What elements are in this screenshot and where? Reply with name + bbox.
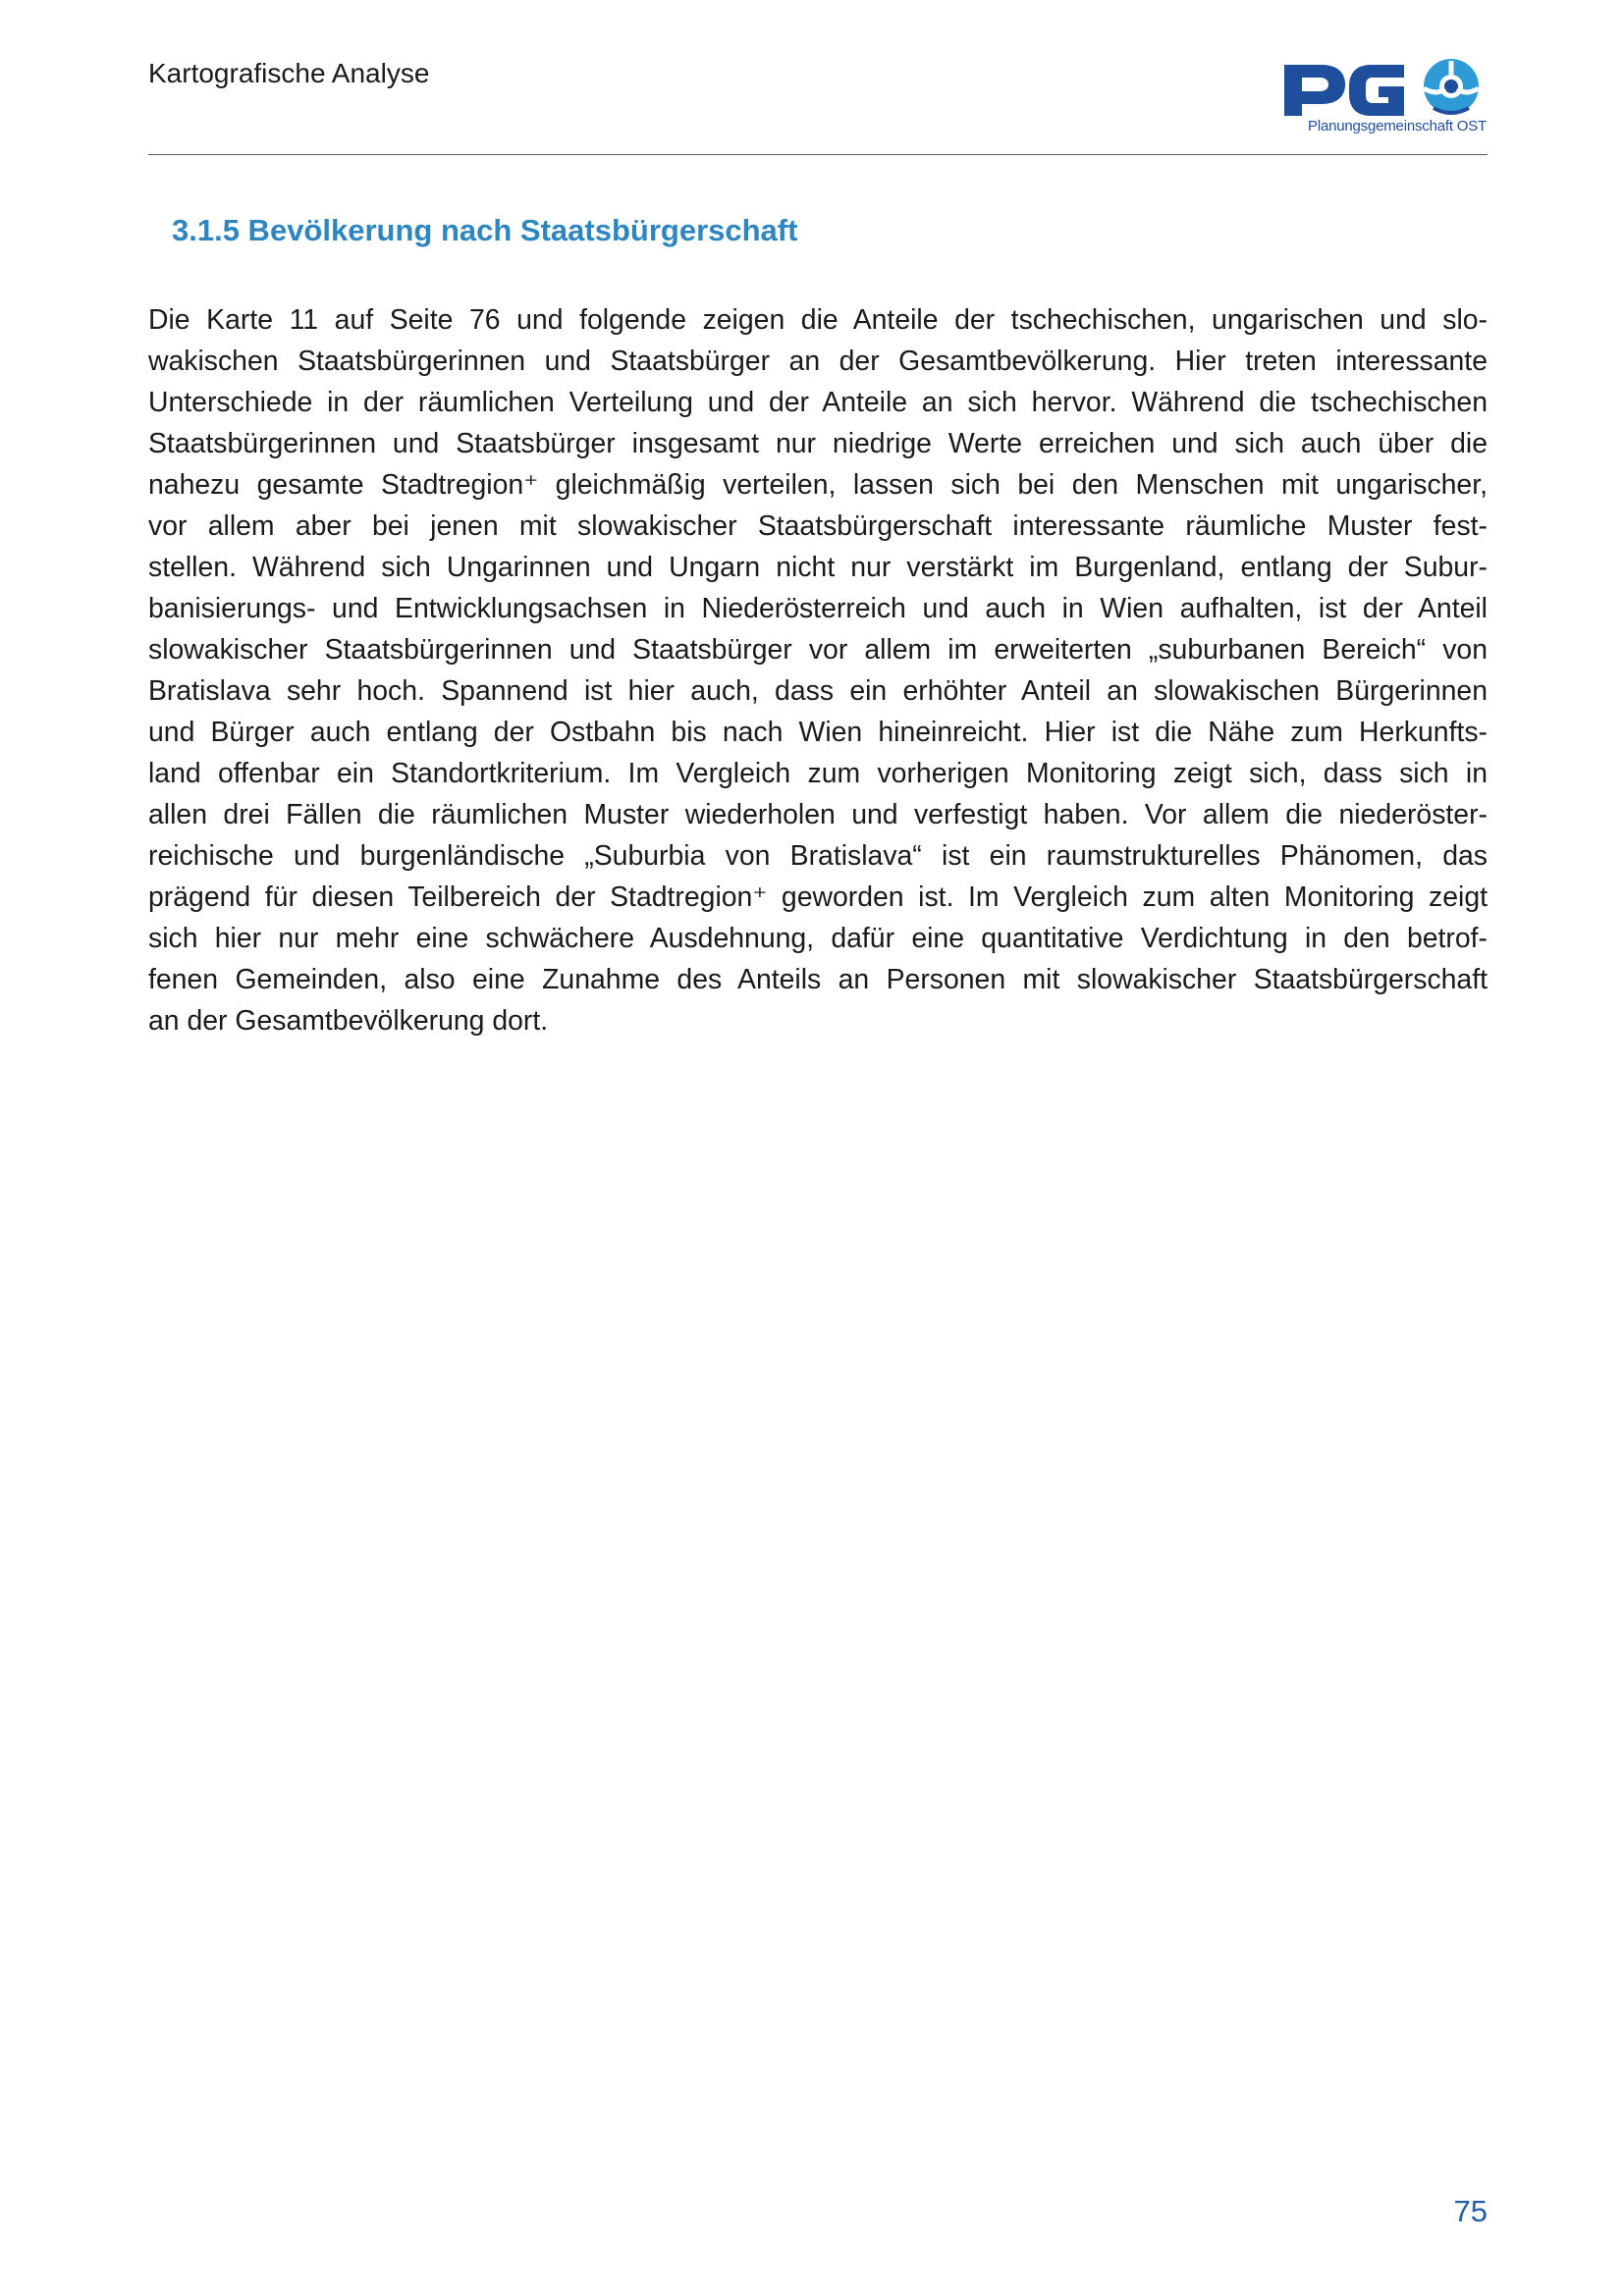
paragraph-line: vor allem aber bei jenen mit slowakischer Staatsbürgerschaft interessante räumliche Muster fest- bbox=[148, 510, 1488, 542]
logo-subtitle: Planungsgemeinschaft OST bbox=[1308, 118, 1487, 134]
logo-globe-icon bbox=[1424, 59, 1479, 114]
paragraph-line: Die Karte 11 auf Seite 76 und folgende zeigen die Anteile der tschechischen, ungarischen und slo- bbox=[148, 304, 1488, 336]
paragraph-line: stellen. Während sich Ungarinnen und Ungarn nicht nur verstärkt im Burgenland, entlang der Subur- bbox=[148, 552, 1488, 583]
paragraph-line: Unterschiede in der räumlichen Verteilung und der Anteile an sich hervor. Während die tschechischen bbox=[148, 387, 1488, 418]
paragraph-line: land offenbar ein Standortkriterium. Im Vergleich zum vorherigen Monitoring zeigt sich, dass sich in bbox=[148, 758, 1488, 789]
logo-letter-p bbox=[1284, 65, 1345, 116]
paragraph-line: banisierungs- und Entwicklungsachsen in Niederösterreich und auch in Wien aufhalten, ist der Anteil bbox=[148, 593, 1488, 624]
paragraph-line: sich hier nur mehr eine schwächere Ausdehnung, dafür eine quantitative Verdichtung in den betrof- bbox=[148, 923, 1488, 954]
paragraph-line: wakischen Staatsbürgerinnen und Staatsbürger an der Gesamtbevölkerung. Hier treten interessante bbox=[148, 346, 1488, 377]
paragraph-line: nahezu gesamte Stadtregion⁺ gleichmäßig verteilen, lassen sich bei den Menschen mit ungarischer, bbox=[148, 469, 1488, 501]
paragraph-line: Bratislava sehr hoch. Spannend ist hier auch, dass ein erhöhter Anteil an slowakischen Bürgerinnen bbox=[148, 675, 1488, 707]
paragraph-line: und Bürger auch entlang der Ostbahn bis nach Wien hineinreicht. Hier ist die Nähe zum Herkunfts- bbox=[148, 717, 1488, 748]
page-number: 75 bbox=[1453, 2194, 1488, 2228]
paragraph-line: reichische und burgenländische „Suburbia von Bratislava“ ist ein raumstrukturelles Phänomen, das bbox=[148, 840, 1488, 872]
section-heading: 3.1.5 Bevölkerung nach Staatsbürgerschaft bbox=[172, 213, 798, 247]
body-paragraph bbox=[148, 299, 1488, 1041]
paragraph-line: prägend für diesen Teilbereich der Stadtregion⁺ geworden ist. Im Vergleich zum alten Monitoring zeigt bbox=[148, 881, 1488, 913]
running-header-title: Kartografische Analyse bbox=[148, 58, 430, 88]
header-divider bbox=[148, 154, 1488, 155]
logo-letter-g bbox=[1349, 65, 1404, 116]
paragraph-line: allen drei Fällen die räumlichen Muster wiederholen und verfestigt haben. Vor allem die niederöster- bbox=[148, 799, 1488, 830]
paragraph-line: fenen Gemeinden, also eine Zunahme des Anteils an Personen mit slowakischer Staatsbürgerschaft bbox=[148, 964, 1488, 995]
paragraph-line: slowakischer Staatsbürgerinnen und Staatsbürger vor allem im erweiterten „suburbanen Bereich“ von bbox=[148, 634, 1488, 666]
paragraph-line: Staatsbürgerinnen und Staatsbürger insgesamt nur niedrige Werte erreichen und sich auch über die bbox=[148, 428, 1488, 459]
paragraph-line: an der Gesamtbevölkerung dort. bbox=[148, 1005, 549, 1037]
